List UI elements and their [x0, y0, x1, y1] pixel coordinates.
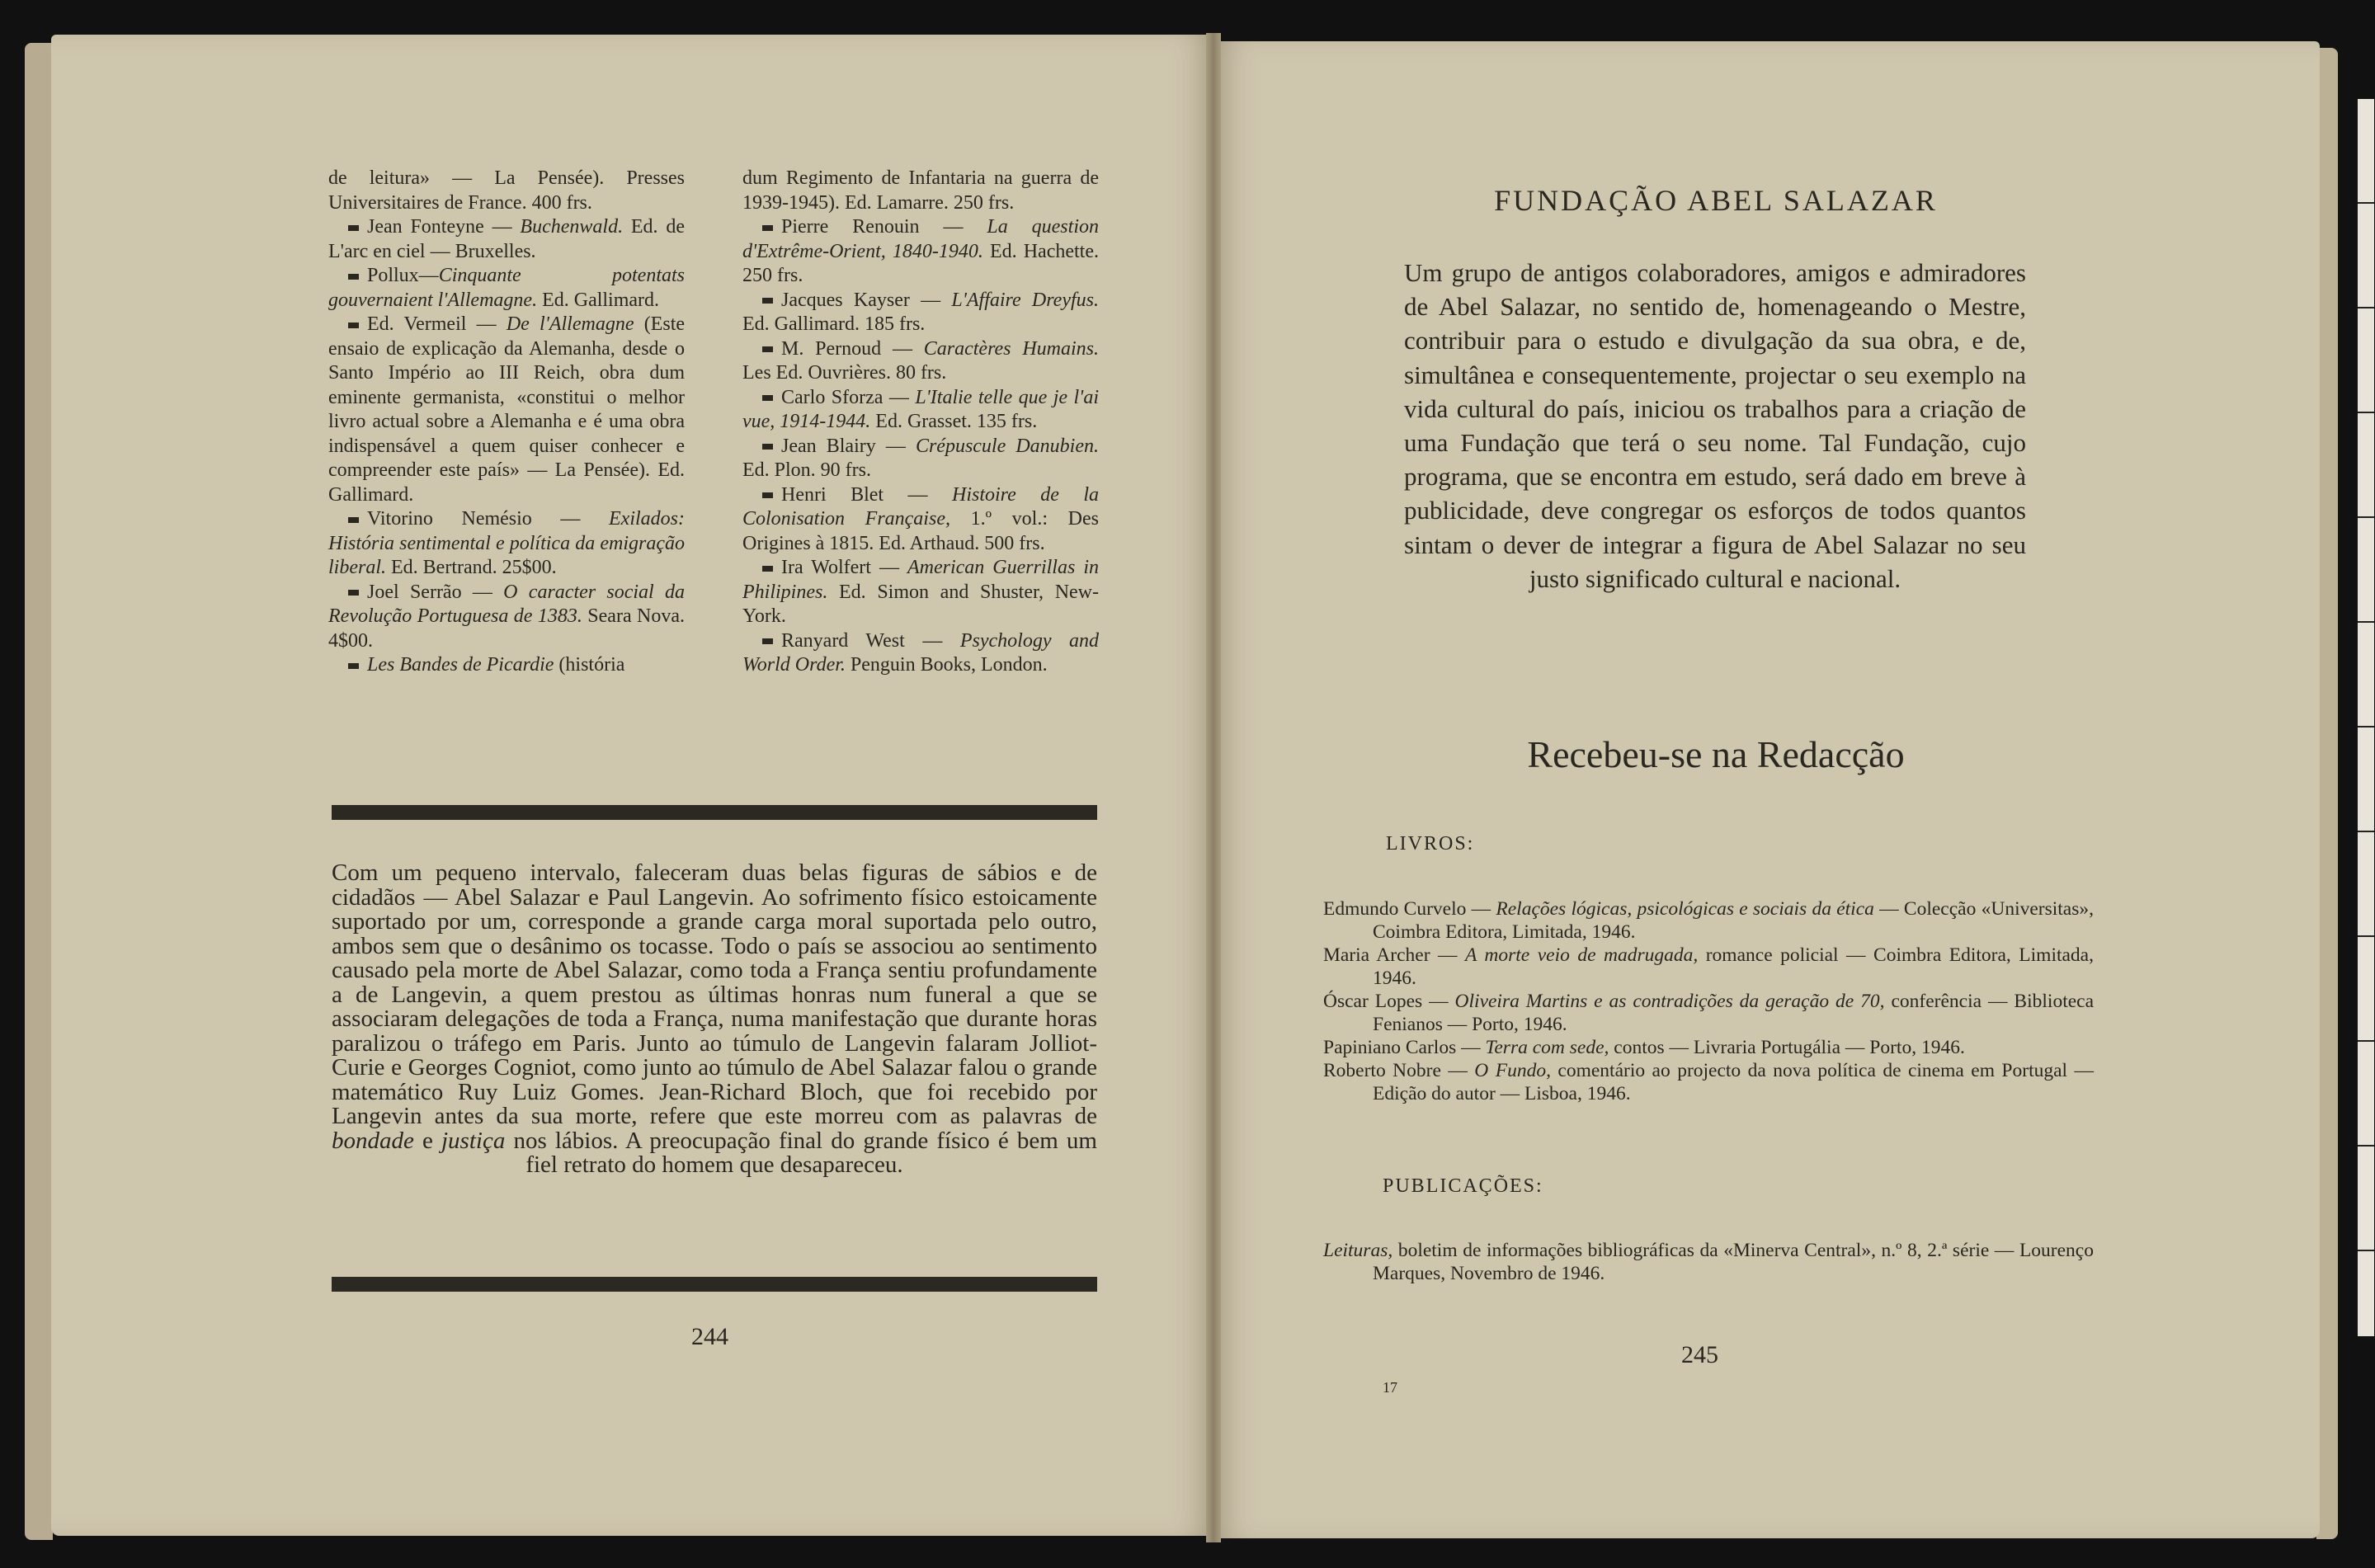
bib-entry-title: Caractères Humains.	[923, 337, 1099, 360]
bullet-square-icon	[348, 323, 359, 328]
bib-entry-text: Ed. Gallimard. 185 frs.	[742, 313, 926, 335]
bib-entry-text: Ed. Simon and Shuster, New-York.	[742, 581, 1099, 627]
bullet-square-icon	[762, 638, 773, 644]
bib-entry-title: Oliveira Martins e as contradições da geração de 70,	[1454, 991, 1885, 1012]
separator-rule-top	[332, 805, 1097, 820]
bib-entry	[328, 653, 685, 678]
bib-entry-lead: Jean Blairy —	[781, 435, 916, 457]
bib-entry-lead: Óscar Lopes —	[1323, 991, 1455, 1012]
bullet-square-icon	[348, 590, 359, 596]
bib-entry-text: Ed. Hachette. 250 frs.	[742, 240, 1099, 286]
bullet-square-icon	[762, 395, 773, 401]
bib-entry-title: La question d'Extrême-Orient, 1840-1940.	[742, 216, 1099, 262]
bib-entry-lead: Pollux—	[367, 265, 439, 286]
bib-entry	[1323, 1239, 2094, 1285]
bib-entry-title: Psychology and World Order.	[742, 629, 1099, 676]
obituary-text-1: Com um pequeno intervalo, faleceram duas belas figuras de sábios e de cidadãos — Abel Salazar e Paul Langevin. Ao sofrimento físico estoicamente suportado por um, corresponde a grande carga moral suportada pelo outro, ambos sem que o desânimo os tocasse. Todo o país se associou ao sentimento causado pela morte de Abel Salazar, como toda a França sentiu profundamente a de Langevin, a quem prestou as últimas honras num funeral a que se associaram delegações de toda a França, numa manifestação que durante horas paralizou o tráfego em Paris. Junto ao túmulo de Langevin falaram Jolliot-Curie e Georges Cogniot, como junto ao túmulo de Abel Salazar falou o grande matemático Ruy Luiz Gomes. Jean-Richard Bloch, que foi recebido por Langevin antes da sua morte, refere que este morreu com as palavras de	[332, 859, 1097, 1129]
bib-entry	[328, 215, 685, 264]
bib-entry	[742, 556, 1099, 629]
bullet-square-icon	[762, 346, 773, 352]
bib-entry-title: De l'Allemagne	[506, 313, 634, 335]
bib-entry-text: romance policial — Coimbra Editora, Limitada, 1946.	[1373, 944, 2094, 989]
bib-entry-lead: Pierre Renouin —	[781, 216, 987, 238]
bib-entry-title: Buchenwald.	[520, 216, 624, 238]
bib-entry-text: Seara Nova. 4$00.	[328, 605, 685, 652]
bib-entry-text: Ed. de L'arc en ciel — Bruxelles.	[328, 216, 686, 262]
bib-entry	[742, 289, 1099, 337]
bib-entry-lead: Henri Blet —	[781, 483, 952, 506]
bib-entry-text: Ed. Gallimard.	[537, 289, 660, 311]
bib-entry-text: conferência — Biblioteca Fenianos — Porto, 1946.	[1373, 991, 2095, 1035]
bib-entry-title: L'Italie telle que je l'ai vue, 1914-1944.	[742, 386, 1099, 432]
book-spine	[1206, 33, 1221, 1542]
obituary-emphasis-justica: justiça	[441, 1127, 506, 1154]
bib-entry-lead: Jean Fonteyne —	[367, 216, 521, 238]
bullet-square-icon	[762, 298, 773, 304]
bib-entry-title: Exilados: História sentimental e política da emigração liberal.	[328, 508, 685, 578]
bib-entry-lead: Ed. Vermeil —	[367, 313, 507, 335]
obituary-paragraph	[332, 861, 1097, 1178]
publicacoes-list	[1323, 1239, 2094, 1285]
bib-entry-text: 1.º vol.: Des Origines à 1815. Ed. Arthaud. 500 frs.	[742, 508, 1099, 554]
bib-entry	[742, 167, 1099, 215]
bib-entry-lead: Carlo Sforza —	[781, 386, 916, 408]
left-page-edges	[25, 43, 53, 1540]
bib-entry	[1323, 990, 2094, 1036]
obituary-text-2: nos lábios. A preocupação final do grande físico é bem um fiel retrato do homem que desapareceu.	[505, 1127, 1097, 1178]
bib-entry-text: de leitura» — La Pensée). Presses Universitaires de France. 400 frs.	[328, 167, 685, 214]
bib-entry-title: Leituras,	[1323, 1240, 1393, 1261]
page-number-left: 244	[691, 1323, 728, 1350]
bullet-square-icon	[762, 444, 773, 450]
bib-entry-title: Cinquante potentats gouvernaient l'Allemagne.	[328, 265, 685, 311]
bib-entry-text: — Colecção «Universitas», Coimbra Editora, Limitada, 1946.	[1373, 898, 2095, 943]
bullet-square-icon	[348, 663, 359, 669]
bibliography-column-a	[328, 167, 685, 678]
bib-entry	[328, 581, 685, 654]
bib-entry-text: (história	[554, 654, 625, 676]
bib-entry-title: O Fundo,	[1474, 1060, 1551, 1081]
bib-entry-text: Les Ed. Ouvrières. 80 frs.	[742, 362, 947, 384]
obituary-emphasis-bondade: bondade	[332, 1127, 414, 1154]
bib-entry-text: boletim de informações bibliográficas da «Minerva Central», n.º 8, 2.ª série — Lourenço Marques, Novembro de 1946.	[1373, 1240, 2094, 1284]
bibliography-column-b	[742, 167, 1099, 678]
livros-label: LIVROS:	[1386, 833, 1475, 855]
bib-entry	[742, 483, 1099, 557]
livros-list	[1323, 897, 2094, 1105]
bib-entry	[1323, 1036, 2094, 1059]
bib-entry	[328, 264, 685, 313]
bullet-square-icon	[348, 274, 359, 280]
bib-entry	[742, 386, 1099, 435]
bib-entry-lead: Roberto Nobre —	[1323, 1060, 1475, 1081]
bib-entry-title: L'Affaire Dreyfus.	[951, 289, 1099, 311]
bib-entry-lead: Jacques Kayser —	[781, 289, 952, 311]
fundacao-heading: FUNDAÇÃO ABEL SALAZAR	[1494, 184, 1938, 217]
page-number-right: 245	[1681, 1341, 1718, 1368]
bib-entry	[1323, 1059, 2094, 1105]
bib-entry-lead: Ranyard West —	[781, 629, 960, 652]
bib-entry-lead: Edmundo Curvelo —	[1323, 898, 1496, 920]
bib-entry	[1323, 897, 2094, 944]
bullet-square-icon	[348, 225, 359, 231]
bib-entry-title: Les Bandes de Picardie	[367, 654, 554, 676]
bullet-square-icon	[762, 566, 773, 572]
bib-entry-text: comentário ao projecto da nova política de cinema em Portugal — Edição do autor — Lisboa, 1946.	[1373, 1060, 2095, 1104]
bib-entry-text: dum Regimento de Infantaria na guerra de 1939-1945). Ed. Lamarre. 250 frs.	[742, 167, 1099, 214]
bib-entry-lead: Ira Wolfert —	[781, 557, 907, 578]
bib-entry-title: Histoire de la Colonisation Française,	[742, 483, 1099, 530]
bib-entry	[742, 629, 1099, 678]
bullet-square-icon	[762, 492, 773, 498]
bib-entry	[1323, 944, 2094, 990]
bib-entry-title: Crépuscule Danubien.	[915, 435, 1099, 457]
recebeu-heading: Recebeu-se na Redacção	[1527, 733, 1905, 775]
bib-entry-title: Terra com sede,	[1485, 1037, 1609, 1058]
bib-entry-lead: Joel Serrão —	[367, 581, 504, 603]
obituary-text-mid: e	[413, 1127, 441, 1154]
fundacao-paragraph: Um grupo de antigos colaboradores, amigos e admiradores de Abel Salazar, no sentido de, homenageando o Mestre, contribuir para o estudo e divulgação da sua obra, e de, simultânea e consequentemente, projectar o seu exemplo na vida cultural do país, iniciou os trabalhos para a criação de uma Fundação que terá o seu nome. Tal Fundação, cujo programa, que se encontra em estudo, será dado em breve à publicidade, deve congregar os esforços de todos quantos sintam o dever de integrar a figura de Abel Salazar no seu justo significado cultural e nacional.	[1404, 258, 2026, 593]
bib-entry-title: A morte veio de madrugada,	[1465, 944, 1699, 966]
separator-rule-bottom	[332, 1277, 1097, 1292]
bib-entry-text: contos — Livraria Portugália — Porto, 1946.	[1609, 1037, 1965, 1058]
bib-entry-text: Penguin Books, London.	[845, 654, 1048, 676]
bib-entry-lead: Maria Archer —	[1323, 944, 1465, 966]
bib-entry-title: O caracter social da Revolução Portuguesa de 1383.	[328, 581, 686, 627]
bib-entry	[742, 337, 1099, 386]
bib-entry-lead: M. Pernoud —	[781, 337, 924, 360]
signature-mark: 17	[1383, 1379, 1397, 1396]
publicacoes-label: PUBLICAÇÕES:	[1383, 1175, 1543, 1197]
color-scale-bar	[2358, 99, 2374, 1336]
bib-entry-lead: Vitorino Nemésio —	[367, 508, 610, 530]
bib-entry-text: Ed. Bertrand. 25$00.	[386, 557, 557, 578]
bib-entry	[328, 507, 685, 581]
bib-entry	[328, 313, 685, 507]
bib-entry	[742, 215, 1099, 289]
bib-entry-lead: Papiniano Carlos —	[1323, 1037, 1486, 1058]
bib-entry	[328, 167, 685, 215]
bib-entry-text: (Este ensaio de explicação da Alemanha, desde o Santo Império ao III Reich, obra dum eminente germanista, «constitui o melhor livro actual sobre a Alemanha e é uma obra indispensável a quem quiser conhecer e compreender este país» — La Pensée). Ed. Gallimard.	[328, 313, 686, 506]
bib-entry-title: Relações lógicas, psicológicas e sociais da ética	[1496, 898, 1874, 920]
bib-entry	[742, 435, 1099, 483]
bib-entry-text: Ed. Plon. 90 frs.	[742, 459, 871, 481]
bullet-square-icon	[762, 225, 773, 231]
bib-entry-title: American Guerrillas in Philipines.	[742, 557, 1100, 603]
bib-entry-text: Ed. Grasset. 135 frs.	[870, 411, 1038, 432]
bullet-square-icon	[348, 517, 359, 523]
